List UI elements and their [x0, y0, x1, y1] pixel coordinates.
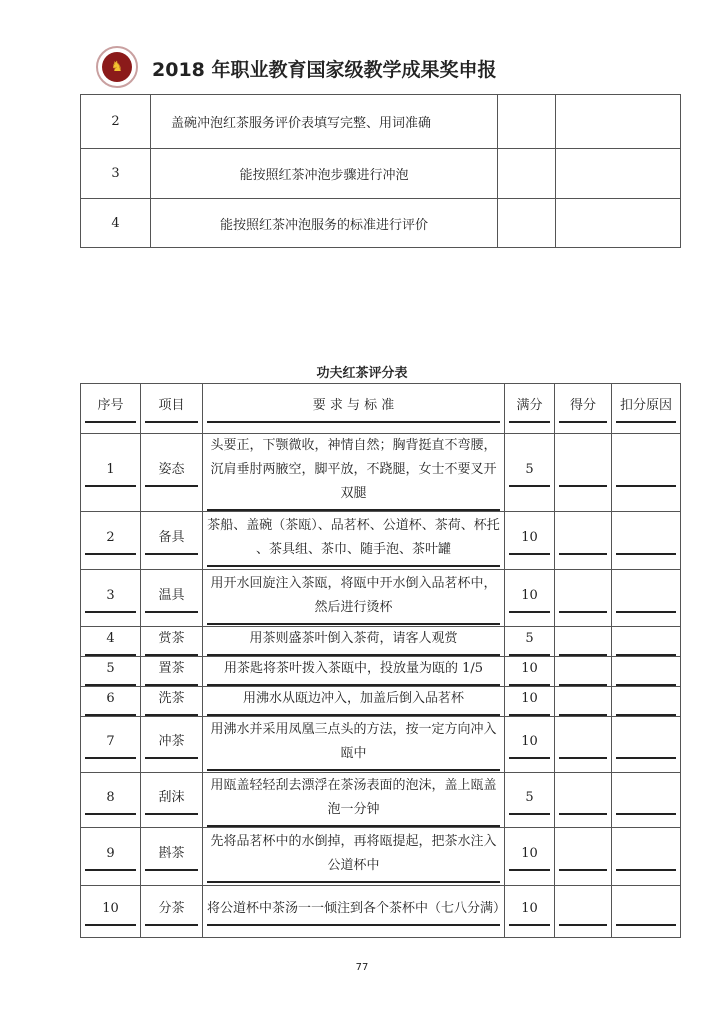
table-row	[81, 627, 681, 657]
deduction-reason-field[interactable]	[612, 657, 681, 687]
row-number: 6	[81, 687, 141, 717]
deduction-reason-field[interactable]	[612, 434, 681, 512]
deduction-reason-field[interactable]	[612, 773, 681, 828]
deduction-reason-field[interactable]	[612, 717, 681, 773]
table-row	[81, 886, 681, 938]
score-field[interactable]	[555, 657, 612, 687]
row-number: 7	[81, 717, 141, 773]
full-score: 10	[505, 512, 555, 570]
row-number: 4	[81, 199, 151, 248]
empty-cell	[556, 199, 681, 248]
standard-text: 头要正，下颚微收，神情自然；胸背挺直不弯腰，沉肩垂肘两腋空，脚平放，不跷腿，女士不要叉开双腿	[203, 434, 505, 512]
score-field[interactable]	[555, 687, 612, 717]
item-name: 姿态	[141, 434, 203, 512]
table-row	[81, 199, 681, 248]
table-row	[81, 512, 681, 570]
column-header: 项目	[141, 384, 203, 434]
standard-text: 用茶匙将茶叶拨入茶瓯中，投放量为瓯的 1/5	[203, 657, 505, 687]
row-number: 1	[81, 434, 141, 512]
row-number: 10	[81, 886, 141, 938]
column-header: 要 求 与 标 准	[203, 384, 505, 434]
deduction-reason-field[interactable]	[612, 512, 681, 570]
table-row	[81, 570, 681, 627]
item-name: 赏茶	[141, 627, 203, 657]
empty-cell	[498, 199, 556, 248]
empty-cell	[498, 149, 556, 199]
item-name: 置茶	[141, 657, 203, 687]
deduction-reason-field[interactable]	[612, 687, 681, 717]
table-row	[81, 773, 681, 828]
full-score: 10	[505, 717, 555, 773]
deduction-reason-field[interactable]	[612, 886, 681, 938]
column-header: 满分	[505, 384, 555, 434]
criterion-text: 能按照红茶冲泡服务的标准进行评价	[151, 199, 498, 248]
criterion-text: 盖碗冲泡红茶服务评价表填写完整、用词准确	[151, 95, 498, 149]
standard-text: 将公道杯中茶汤一一倾注到各个茶杯中（七八分满）	[203, 886, 505, 938]
column-header: 得分	[555, 384, 612, 434]
deduction-reason-field[interactable]	[612, 627, 681, 657]
row-number: 3	[81, 570, 141, 627]
row-number: 3	[81, 149, 151, 199]
full-score: 10	[505, 657, 555, 687]
deduction-reason-field[interactable]	[612, 570, 681, 627]
item-name: 斟茶	[141, 828, 203, 886]
score-field[interactable]	[555, 512, 612, 570]
item-name: 冲茶	[141, 717, 203, 773]
full-score: 10	[505, 886, 555, 938]
full-score: 10	[505, 570, 555, 627]
full-score: 5	[505, 773, 555, 828]
table-title: 功夫红茶评分表	[316, 366, 408, 381]
header-row	[81, 384, 681, 434]
page-number: 77	[355, 962, 369, 973]
standard-text: 用茶则盛茶叶倒入茶荷，请客人观赏	[203, 627, 505, 657]
row-number: 2	[81, 512, 141, 570]
table-row	[81, 717, 681, 773]
row-number: 9	[81, 828, 141, 886]
item-name: 备具	[141, 512, 203, 570]
score-field[interactable]	[555, 434, 612, 512]
column-header: 扣分原因	[612, 384, 681, 434]
score-field[interactable]	[555, 717, 612, 773]
row-number: 8	[81, 773, 141, 828]
standard-text: 用开水回旋注入茶瓯，将瓯中开水倒入品茗杯中，然后进行烫杯	[203, 570, 505, 627]
table-row	[81, 687, 681, 717]
score-field[interactable]	[555, 886, 612, 938]
row-number: 2	[81, 95, 151, 149]
row-number: 5	[81, 657, 141, 687]
standard-text: 先将品茗杯中的水倒掉，再将瓯提起，把茶水注入公道杯中	[203, 828, 505, 886]
score-field[interactable]	[555, 570, 612, 627]
full-score: 10	[505, 828, 555, 886]
row-number: 4	[81, 627, 141, 657]
page-header-title: 2018 年职业教育国家级教学成果奖申报	[152, 59, 497, 81]
table-row	[81, 828, 681, 886]
deduction-reason-field[interactable]	[612, 828, 681, 886]
school-emblem-logo: ♞	[96, 46, 138, 88]
table-row	[81, 434, 681, 512]
score-field[interactable]	[555, 828, 612, 886]
empty-cell	[556, 95, 681, 149]
full-score: 10	[505, 687, 555, 717]
evaluation-table-continued	[80, 94, 681, 248]
table-row	[81, 95, 681, 149]
empty-cell	[498, 95, 556, 149]
standard-text: 用沸水并采用凤凰三点头的方法，按一定方向冲入瓯中	[203, 717, 505, 773]
item-name: 分茶	[141, 886, 203, 938]
full-score: 5	[505, 434, 555, 512]
score-field[interactable]	[555, 627, 612, 657]
table-row	[81, 657, 681, 687]
item-name: 温具	[141, 570, 203, 627]
empty-cell	[556, 149, 681, 199]
standard-text: 茶船、盖碗（茶瓯）、品茗杯、公道杯、茶荷、杯托 、茶具组、茶巾、随手泡、茶叶罐	[203, 512, 505, 570]
table-row	[81, 149, 681, 199]
criterion-text: 能按照红茶冲泡步骤进行冲泡	[151, 149, 498, 199]
full-score: 5	[505, 627, 555, 657]
standard-text: 用瓯盖轻轻刮去漂浮在茶汤表面的泡沫，盖上瓯盖泡一分钟	[203, 773, 505, 828]
item-name: 洗茶	[141, 687, 203, 717]
item-name: 刮沫	[141, 773, 203, 828]
scoring-table	[80, 383, 681, 938]
score-field[interactable]	[555, 773, 612, 828]
standard-text: 用沸水从瓯边冲入，加盖后倒入品茗杯	[203, 687, 505, 717]
column-header: 序号	[81, 384, 141, 434]
